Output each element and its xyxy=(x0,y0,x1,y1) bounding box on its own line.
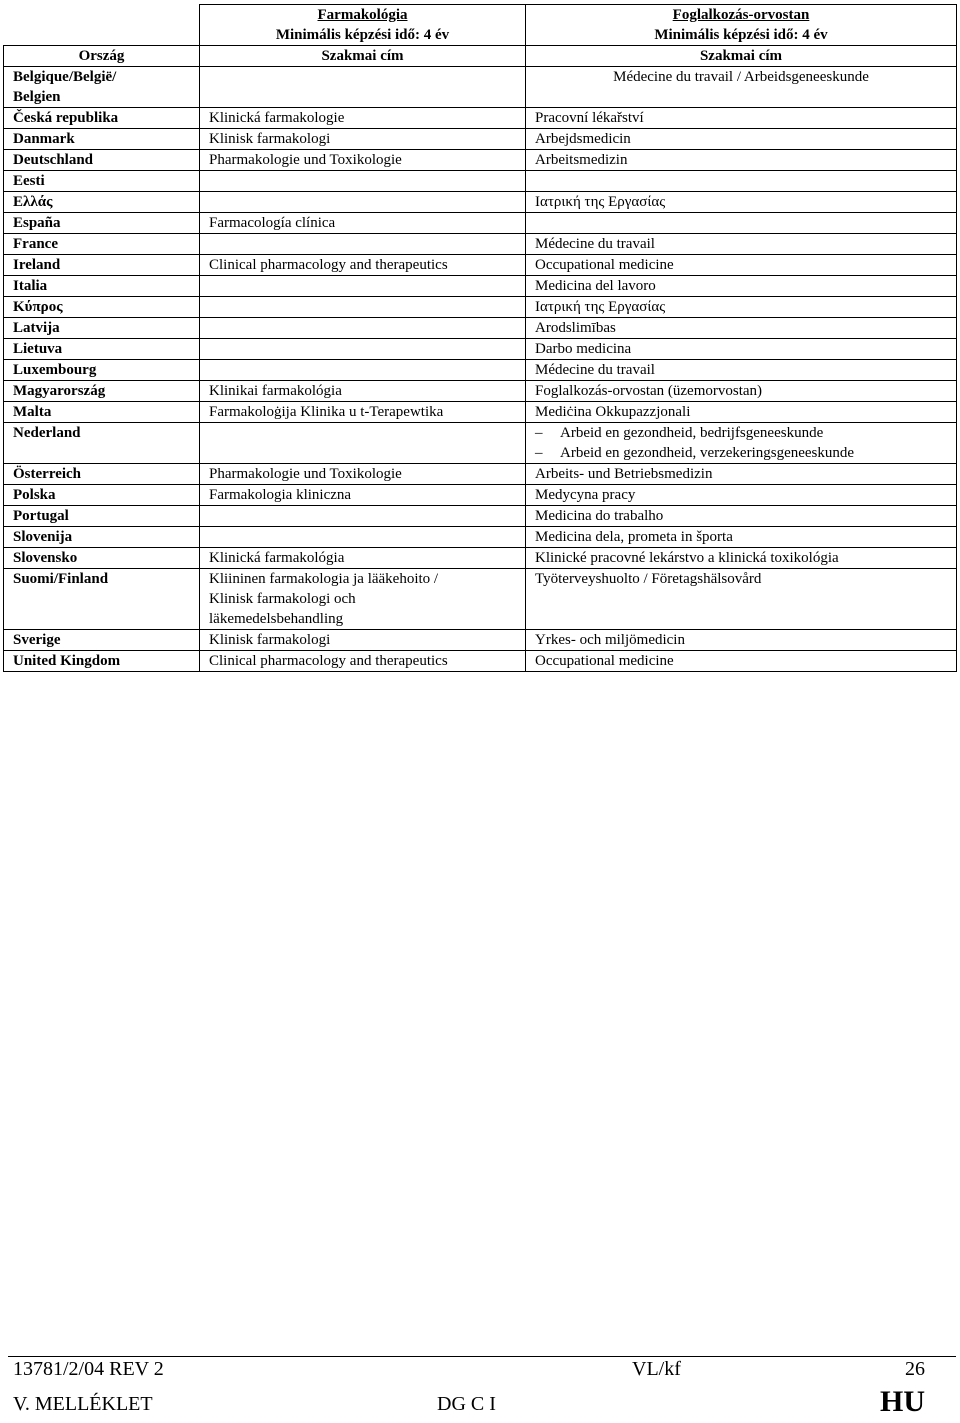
pharmacology-title-cell xyxy=(200,506,526,527)
country-cell: Česká republika xyxy=(4,108,200,129)
occupational-title-cell: Medicina do trabalho xyxy=(526,506,957,527)
country-cell: Belgique/België/ Belgien xyxy=(4,67,200,108)
table-row xyxy=(4,234,957,255)
table-row xyxy=(4,464,957,485)
table-row xyxy=(4,423,957,464)
pharmacology-title-cell xyxy=(200,360,526,381)
occupational-title-cell: Medicina del lavoro xyxy=(526,276,957,297)
country-cell: Lietuva xyxy=(4,339,200,360)
list-item: – Arbeid en gezondheid, bedrijfsgeneeskunde xyxy=(535,423,956,443)
table-row xyxy=(4,527,957,548)
table-row xyxy=(4,171,957,192)
footer-line-1 xyxy=(0,1358,960,1384)
table-row xyxy=(4,108,957,129)
country-cell: France xyxy=(4,234,200,255)
table-row xyxy=(4,548,957,569)
occupational-title-cell: Médecine du travail xyxy=(526,360,957,381)
occupational-title-cell: Médecine du travail / Arbeidsgeneeskunde xyxy=(526,67,957,108)
occupational-title-cell: Medycyna pracy xyxy=(526,485,957,506)
pharmacology-title-cell: Farmakologia kliniczna xyxy=(200,485,526,506)
occupational-title-cell: Arbeitsmedizin xyxy=(526,150,957,171)
header-occupational-title: Foglalkozás-orvostan xyxy=(672,7,810,23)
pharmacology-title-cell: Klinisk farmakologi xyxy=(200,630,526,651)
table-row xyxy=(4,630,957,651)
pharmacology-title-cell xyxy=(200,67,526,108)
table-row xyxy=(4,213,957,234)
pharmacology-title-cell xyxy=(200,527,526,548)
table-row xyxy=(4,506,957,527)
country-cell: Slovensko xyxy=(4,548,200,569)
footer-language: HU xyxy=(880,1385,925,1418)
table-row xyxy=(4,318,957,339)
country-cell: Eesti xyxy=(4,171,200,192)
country-cell: Magyarország xyxy=(4,381,200,402)
table-row xyxy=(4,569,957,630)
occupational-title-cell: Mediċina Okkupazzjonali xyxy=(526,402,957,423)
pharmacology-title-cell xyxy=(200,339,526,360)
country-cell: España xyxy=(4,213,200,234)
country-cell: Ελλάς xyxy=(4,192,200,213)
country-cell: Κύπρος xyxy=(4,297,200,318)
table-row xyxy=(4,485,957,506)
table-row xyxy=(4,150,957,171)
occupational-title-cell: Arodslimības xyxy=(526,318,957,339)
header-row-specialty xyxy=(4,5,957,46)
header-pharmacology-duration: Minimális képzési idő: 4 év xyxy=(275,27,450,43)
country-cell: Italia xyxy=(4,276,200,297)
table-row xyxy=(4,276,957,297)
occupational-title-cell: Arbeits- und Betriebsmedizin xyxy=(526,464,957,485)
country-cell: Slovenija xyxy=(4,527,200,548)
header-occupational xyxy=(526,5,957,46)
pharmacology-title-cell xyxy=(200,423,526,464)
pharmacology-title-cell: Clinical pharmacology and therapeutics xyxy=(200,651,526,672)
occupational-title-cell: Yrkes- och miljömedicin xyxy=(526,630,957,651)
country-cell: Ireland xyxy=(4,255,200,276)
table-row xyxy=(4,255,957,276)
occupational-title-cell: Medicina dela, prometa in športa xyxy=(526,527,957,548)
footer-line-2 xyxy=(0,1385,960,1423)
footer-doc-ref: 13781/2/04 REV 2 xyxy=(13,1358,164,1380)
pharmacology-title-cell: Pharmakologie und Toxikologie xyxy=(200,464,526,485)
occupational-title-list xyxy=(535,423,956,463)
country-cell: United Kingdom xyxy=(4,651,200,672)
table-row xyxy=(4,339,957,360)
qualifications-table xyxy=(3,4,957,672)
list-item: – Arbeid en gezondheid, verzekeringsgeneeskunde xyxy=(535,443,956,463)
table-row xyxy=(4,651,957,672)
pharmacology-title-cell: Klinická farmakologie xyxy=(200,108,526,129)
country-cell: Sverige xyxy=(4,630,200,651)
occupational-title-cell: Ιατρική της Εργασίας xyxy=(526,297,957,318)
footer-annex: V. MELLÉKLET xyxy=(13,1393,153,1415)
country-cell: Suomi/Finland xyxy=(4,569,200,630)
header-row-labels xyxy=(4,46,957,67)
pharmacology-title-cell xyxy=(200,318,526,339)
country-cell: Luxembourg xyxy=(4,360,200,381)
header-pharm-title-label: Szakmai cím xyxy=(200,46,526,67)
header-empty-cell xyxy=(4,5,200,46)
occupational-title-cell: Ιατρική της Εργασίας xyxy=(526,192,957,213)
pharmacology-title-cell xyxy=(200,297,526,318)
header-pharmacology xyxy=(200,5,526,46)
country-cell: Österreich xyxy=(4,464,200,485)
occupational-title-cell: Foglalkozás-orvostan (üzemorvostan) xyxy=(526,381,957,402)
pharmacology-title-cell: Klinisk farmakologi xyxy=(200,129,526,150)
table-row xyxy=(4,381,957,402)
footer-initials: VL/kf xyxy=(632,1358,681,1380)
occupational-title-cell: Pracovní lékařství xyxy=(526,108,957,129)
pharmacology-title-cell xyxy=(200,276,526,297)
header-country-label: Ország xyxy=(4,46,200,67)
pharmacology-title-cell: Kliininen farmakologia ja lääkehoito / Klinisk farmakologi och läkemedelsbehandling xyxy=(200,569,526,630)
table-row xyxy=(4,67,957,108)
country-cell: Danmark xyxy=(4,129,200,150)
occupational-title-cell: Médecine du travail xyxy=(526,234,957,255)
pharmacology-title-cell: Klinická farmakológia xyxy=(200,548,526,569)
header-occ-title-label: Szakmai cím xyxy=(526,46,957,67)
table-row xyxy=(4,360,957,381)
header-occupational-duration: Minimális képzési idő: 4 év xyxy=(654,27,828,43)
country-cell: Nederland xyxy=(4,423,200,464)
footer-dg: DG C I xyxy=(437,1393,496,1415)
footer-rule xyxy=(8,1356,956,1357)
occupational-title-cell: Klinické pracovné lekárstvo a klinická toxikológia xyxy=(526,548,957,569)
country-cell: Deutschland xyxy=(4,150,200,171)
occupational-title-cell xyxy=(526,213,957,234)
occupational-title-cell xyxy=(526,423,957,464)
footer-page-number: 26 xyxy=(905,1358,925,1380)
country-cell: Polska xyxy=(4,485,200,506)
country-cell: Malta xyxy=(4,402,200,423)
table-row xyxy=(4,129,957,150)
occupational-title-cell: Occupational medicine xyxy=(526,651,957,672)
pharmacology-title-cell: Farmacología clínica xyxy=(200,213,526,234)
country-cell: Latvija xyxy=(4,318,200,339)
pharmacology-title-cell xyxy=(200,192,526,213)
occupational-title-cell: Occupational medicine xyxy=(526,255,957,276)
country-cell: Portugal xyxy=(4,506,200,527)
table-row xyxy=(4,402,957,423)
pharmacology-title-cell xyxy=(200,171,526,192)
occupational-title-cell xyxy=(526,171,957,192)
pharmacology-title-cell: Klinikai farmakológia xyxy=(200,381,526,402)
table-row xyxy=(4,192,957,213)
occupational-title-cell: Arbejdsmedicin xyxy=(526,129,957,150)
table-row xyxy=(4,297,957,318)
pharmacology-title-cell xyxy=(200,234,526,255)
occupational-title-cell: Darbo medicina xyxy=(526,339,957,360)
occupational-title-cell: Työterveyshuolto / Företagshälsovård xyxy=(526,569,957,630)
pharmacology-title-cell: Clinical pharmacology and therapeutics xyxy=(200,255,526,276)
pharmacology-title-cell: Farmakoloġija Klinika u t-Terapewtika xyxy=(200,402,526,423)
header-pharmacology-title: Farmakológia xyxy=(317,7,408,23)
pharmacology-title-cell: Pharmakologie und Toxikologie xyxy=(200,150,526,171)
